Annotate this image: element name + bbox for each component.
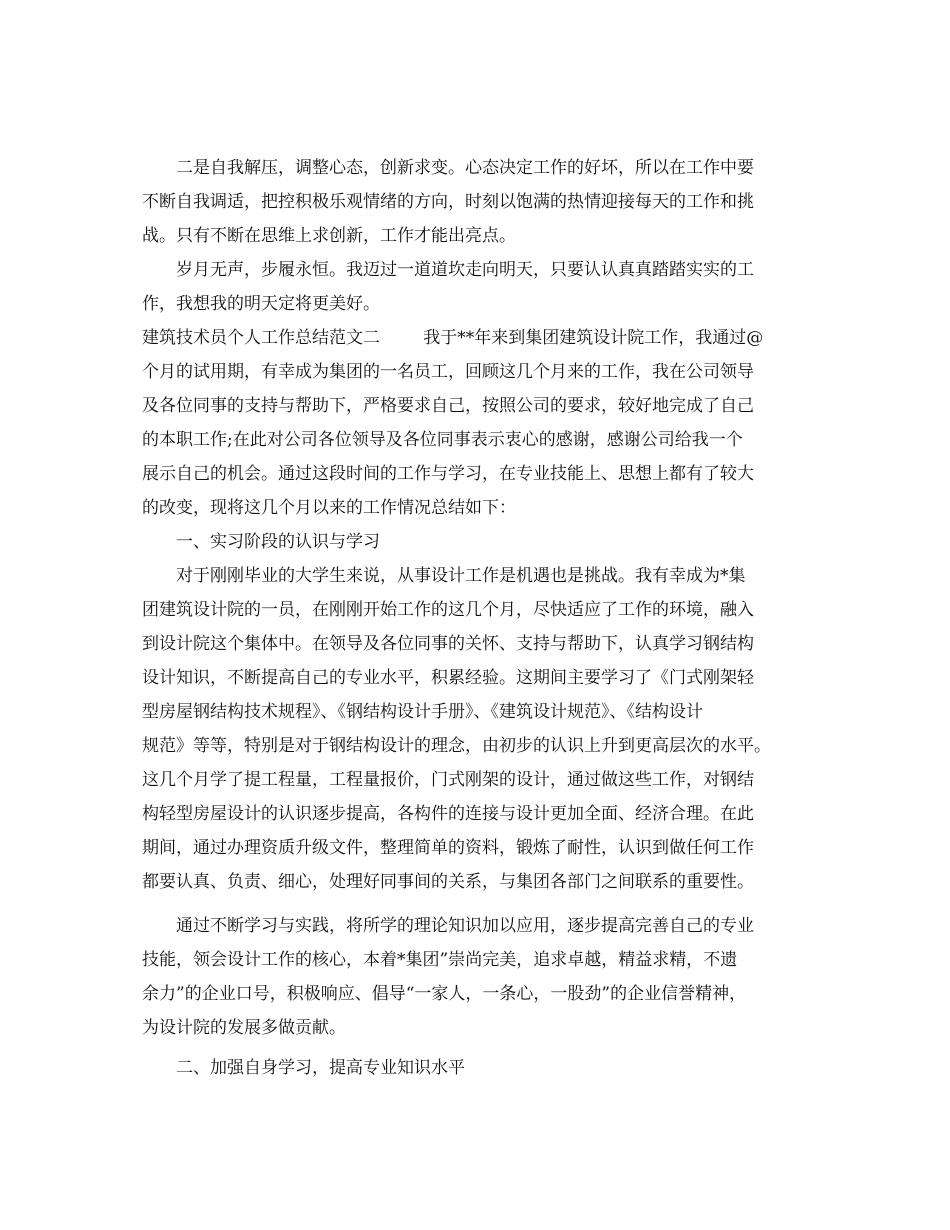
text-line: 的改变，现将这几个月以来的工作情况总结如下：: [142, 498, 516, 518]
text-line: 通过不断学习与实践，将所学的理论知识加以应用，逐步提高完善自己的专业: [176, 916, 754, 936]
text-line: 设计知识，不断提高自己的专业水平，积累经验。这期间主要学习了《门式刚架轻: [142, 668, 754, 688]
text-line: 为设计院的发展多做贡献。: [142, 1018, 346, 1038]
subheading-line: 二、加强自身学习，提高专业知识水平: [176, 1058, 465, 1078]
text-line: 个月的试用期，有幸成为集团的一名员工，回顾这几个月来的工作，我在公司领导: [142, 362, 754, 382]
text-line: 这几个月学了提工程量，工程量报价，门式刚架的设计，通过做这些工作，对钢结: [142, 770, 754, 790]
text-line: 的本职工作;在此对公司各位领导及各位同事表示衷心的感谢，感谢公司给我一个: [142, 430, 743, 450]
text-line: 团建筑设计院的一员，在刚刚开始工作的这几个月，尽快适应了工作的环境，融入: [142, 600, 754, 620]
section-heading-line: 建筑技术员个人工作总结范文二 我于**年来到集团建筑设计院工作，我通过@: [142, 328, 764, 348]
text-line: 规范》等等，特别是对于钢结构设计的理念，由初步的认识上升到更高层次的水平。: [142, 736, 771, 756]
text-line: 及各位同事的支持与帮助下，严格要求自己，按照公司的要求，较好地完成了自己: [142, 396, 754, 416]
text-line: 型房屋钢结构技术规程》、《钢结构设计手册》、《建筑设计规范》、《结构设计: [142, 702, 703, 722]
text-line: 岁月无声，步履永恒。我迈过一道道坎走向明天，只要认认真真踏踏实实的工: [176, 260, 754, 280]
text-line: 对于刚刚毕业的大学生来说，从事设计工作是机遇也是挑战。我有幸成为*集: [176, 566, 746, 586]
text-line: 构轻型房屋设计的认识逐步提高，各构件的连接与设计更加全面、经济合理。在此: [142, 804, 754, 824]
text-line: 都要认真、负责、细心，处理好同事间的关系，与集团各部门之间联系的重要性。: [142, 872, 754, 892]
text-line: 作，我想我的明天定将更美好。: [142, 294, 380, 314]
text-line: 期间，通过办理资质升级文件，整理简单的资料，锻炼了耐性，认识到做任何工作: [142, 838, 754, 858]
text-line: 展示自己的机会。通过这段时间的工作与学习，在专业技能上、思想上都有了较大: [142, 464, 754, 484]
text-line: 不断自我调适，把控积极乐观情绪的方向，时刻以饱满的热情迎接每天的工作和挑: [142, 192, 754, 212]
text-line: 二是自我解压，调整心态，创新求变。心态决定工作的好坏，所以在工作中要: [176, 158, 754, 178]
text-line: 技能，领会设计工作的核心，本着*集团”崇尚完美，追求卓越，精益求精，不遗: [142, 950, 738, 970]
text-line: 到设计院这个集体中。在领导及各位同事的关怀、支持与帮助下，认真学习钢结构: [142, 634, 754, 654]
subheading-line: 一、实习阶段的认识与学习: [176, 532, 380, 552]
text-line: 余力”的企业口号，积极响应、倡导“一家人，一条心，一股劲”的企业信誉精神，: [142, 984, 747, 1004]
text-line: 战。只有不断在思维上求创新，工作才能出亮点。: [142, 226, 516, 246]
